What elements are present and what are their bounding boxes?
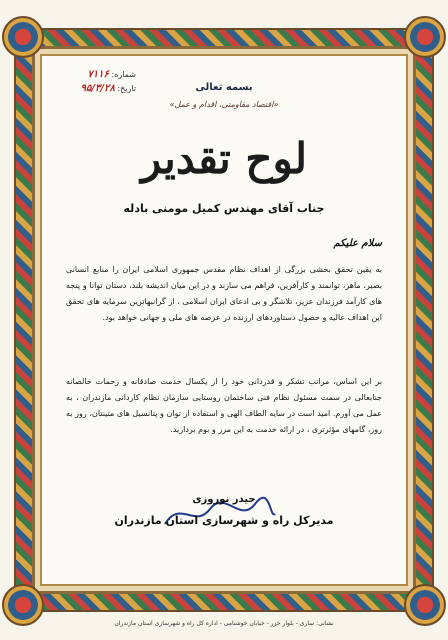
greeting: سلام علیکم — [333, 238, 382, 249]
signatory-title: مدیرکل راه و شهرسازی استان مازندران — [114, 514, 334, 527]
body-paragraph-2: بر این اساس، مراتب تشکر و قدردانی خود را از یکسال خدمت صادقانه و زحمات خالصانه جنابعالی در سمت مسئول نظام فنی ساختمان روستایی سازمان نظام کاردانی مازندران ، به عمل می آورم. امید است در سایه الطاف الهی و استفاده از توان و پتانسیل های متینتان، روز به روز، گامهای مؤثرتری ، در ارائه خدمت به این مرز و بوم بردارید. — [66, 377, 382, 434]
motto-line: «اقتصاد مقاومتی، اقدام و عمل» — [169, 100, 279, 109]
footer-address: نشانی: ساری - بلوار خزر - خیابان خوشنامی - اداره کل راه و شهرسازی استان مازندران — [114, 620, 334, 627]
corner-ornament-icon — [2, 16, 44, 58]
date-value: ۹۵/۳/۲۸ — [80, 83, 115, 94]
number-row: شماره: ۷۱۱۶ — [87, 69, 136, 80]
corner-ornament-icon — [404, 16, 446, 58]
certificate-title: لوح تقدیر — [140, 134, 308, 183]
certificate-content — [40, 54, 408, 586]
recipient-name: جناب آقای مهندس کمیل مومنی بادله — [123, 202, 325, 215]
date-label: تاریخ — [120, 84, 136, 93]
number-label: شماره — [114, 70, 136, 79]
date-row: تاریخ: ۹۵/۳/۲۸ — [80, 83, 136, 94]
body-paragraph-1: به یقین تحقق بخشی بزرگی از اهداف نظام مقدس جمهوری اسلامی ایران را منابع انسانی بصیر، ماهر، توانمند و کارآفرین، فراهم می سازند و در این میان اندیشه بلند، دستان توانا و پنجه های کارآمد فرزندان عزیز، تلاشگر و بی ادعای ایران اسلامی ، از گرانبهاترین سرمایه های تحقق این اهداف عالیه و حصول دستاوردهای ارزنده در عرصه های ملی و جهانی خواهد بود. — [66, 265, 382, 322]
signatory-name: حیدر نوروزی — [192, 494, 256, 505]
number-value: ۷۱۱۶ — [87, 69, 109, 80]
bismillah-heading: بسمه تعالی — [195, 82, 253, 93]
